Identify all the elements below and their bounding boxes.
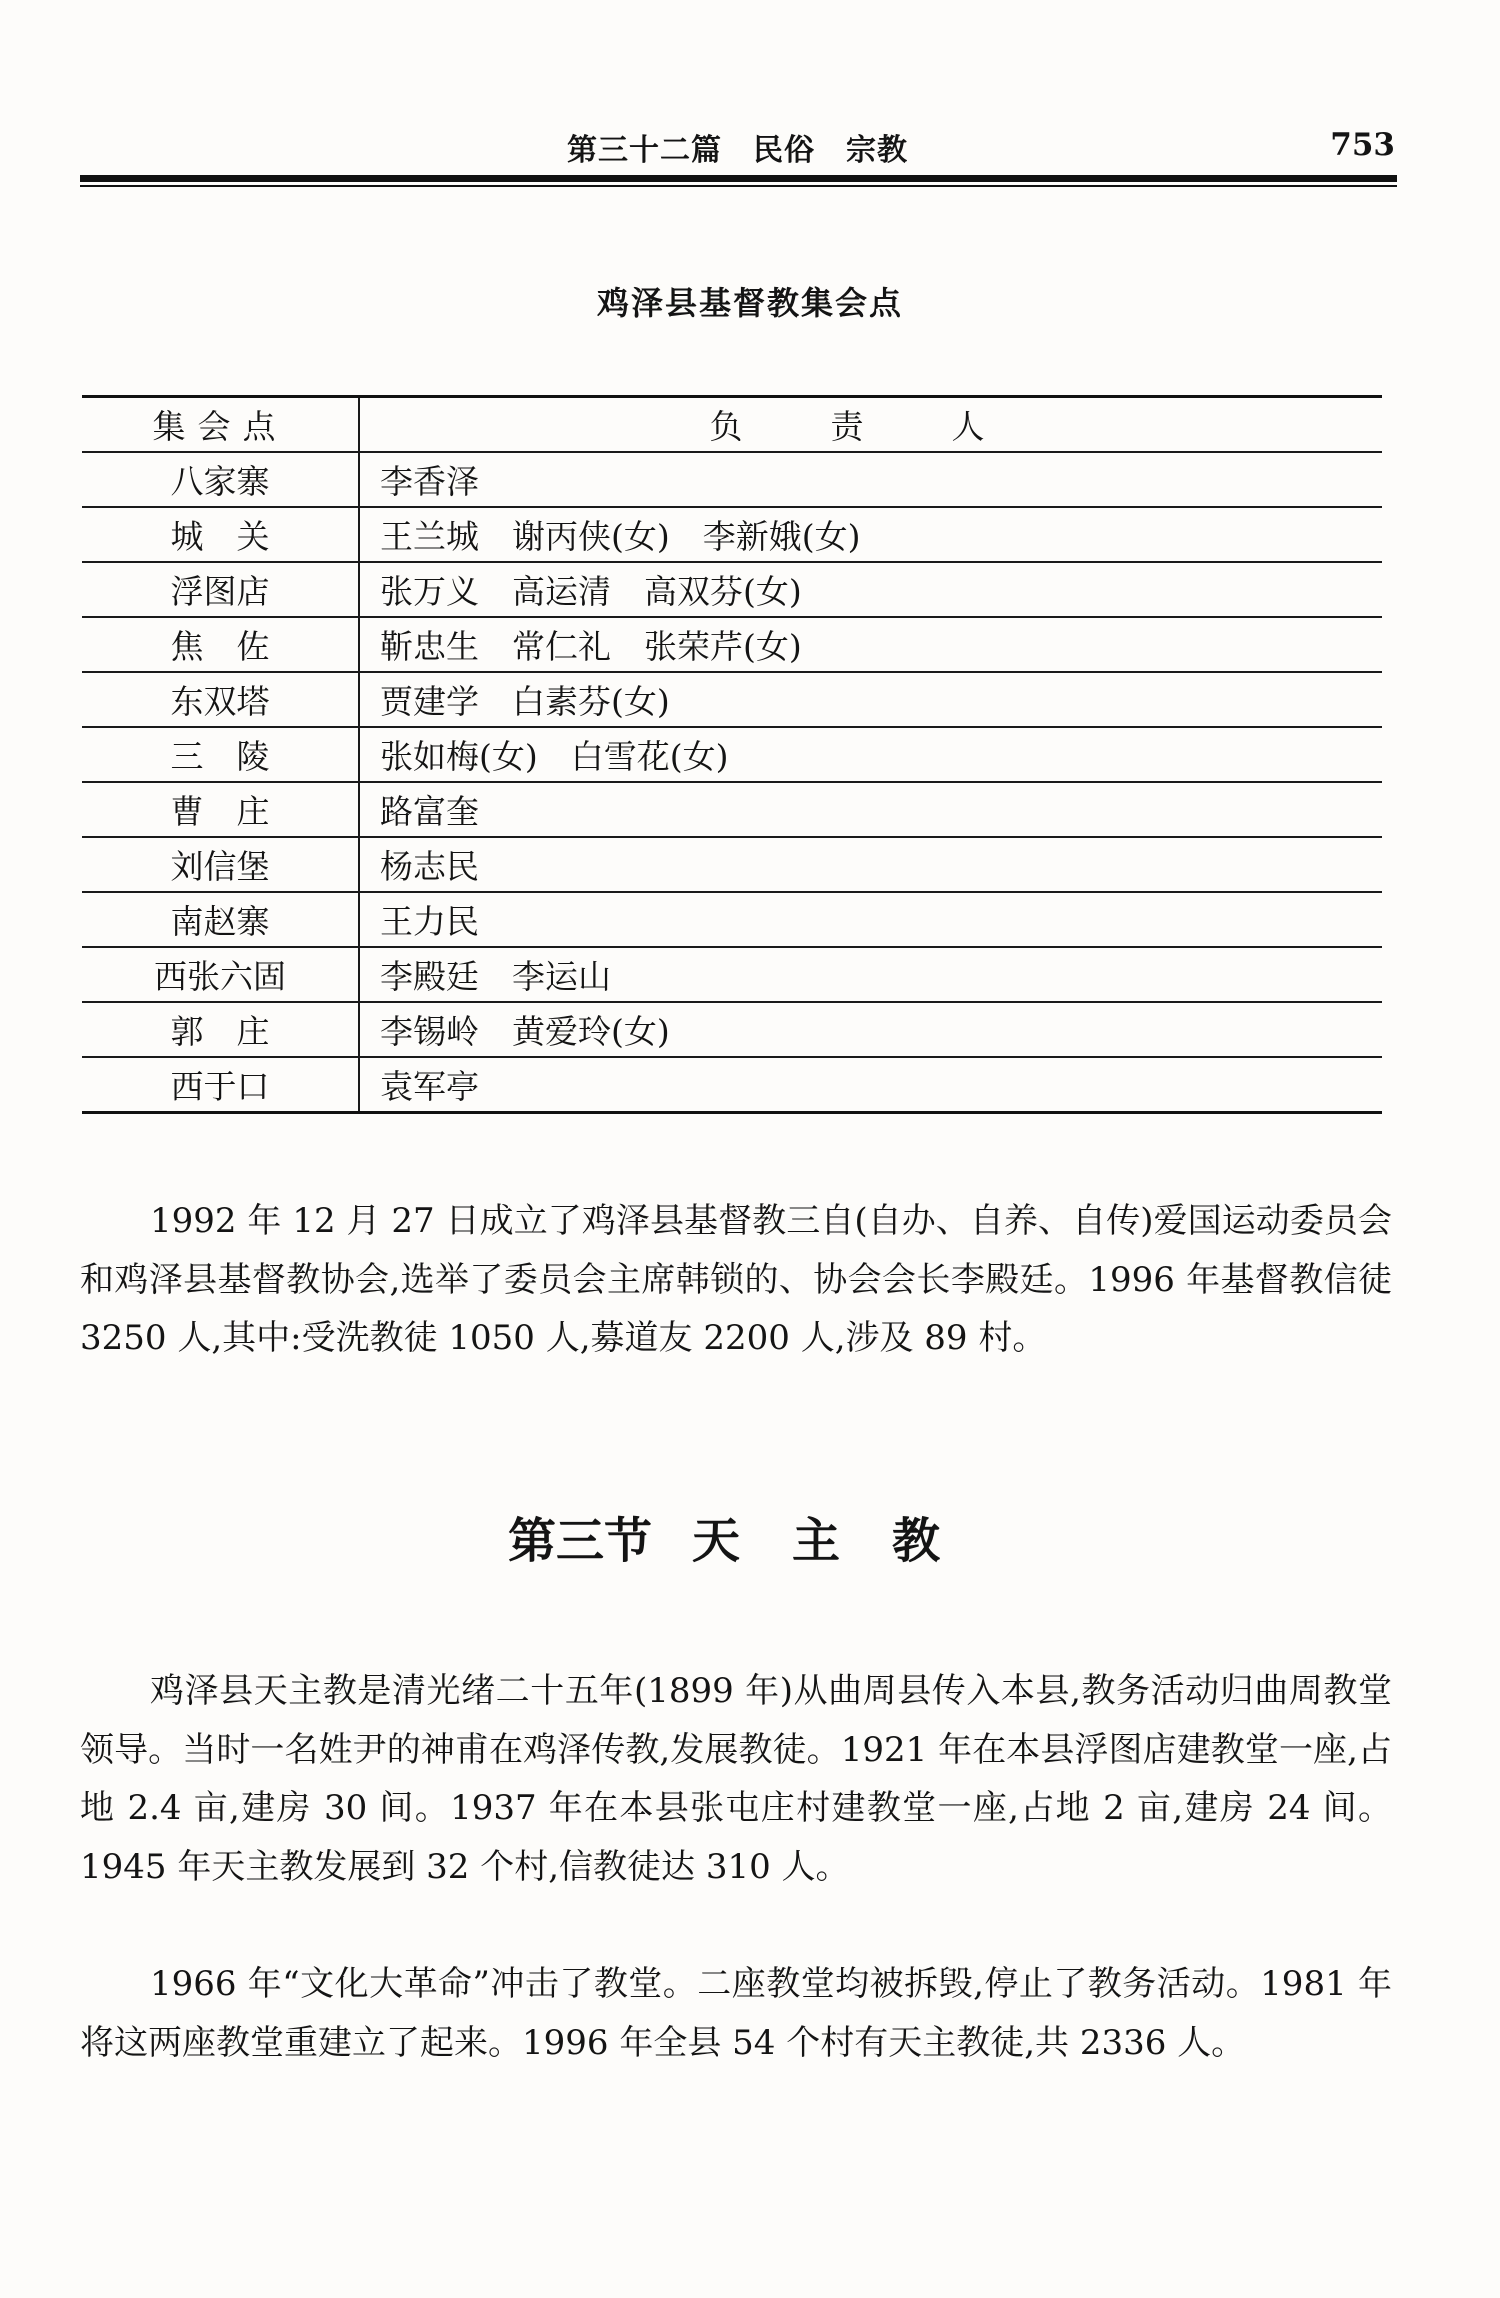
leaders-cell: 袁军亭 xyxy=(359,1057,1382,1113)
table-row xyxy=(82,507,1382,562)
leaders-cell: 王力民 xyxy=(359,892,1382,947)
place-cell: 城 关 xyxy=(82,507,359,562)
paragraph-catholic-history: 鸡泽县天主教是清光绪二十五年(1899 年)从曲周县传入本县,教务活动归曲周教堂领导。当时一名姓尹的神甫在鸡泽传教,发展教徒。1921 年在本县浮图店建教堂一座,占地 2.4 亩,建房 30 间。1937 年在本县张屯庄村建教堂一座,占地 2 亩,建房 24 间。1945 年天主教发展到 32 个村,信教徒达 310 人。 xyxy=(80,1671,1392,1887)
place-cell: 西张六固 xyxy=(82,947,359,1002)
leaders-cell: 李香泽 xyxy=(359,452,1382,507)
table-header-row xyxy=(82,397,1382,453)
place-cell: 曹 庄 xyxy=(82,782,359,837)
section-title: 天主教 xyxy=(692,1513,993,1569)
header-rule-thin xyxy=(80,185,1397,187)
place-cell: 八家寨 xyxy=(82,452,359,507)
table-title: 鸡泽县基督教集会点 xyxy=(596,284,903,322)
section-heading xyxy=(0,1502,1500,1571)
leaders-cell: 靳忠生 常仁礼 张荣芹(女) xyxy=(359,617,1382,672)
paragraph-catholic-recent: 1966 年“文化大革命”冲击了教堂。二座教堂均被拆毁,停止了教务活动。1981 年将这两座教堂重建立了起来。1996 年全县 54 个村有天主教徒,共 2336 人。 xyxy=(80,1964,1392,2063)
leaders-cell: 杨志民 xyxy=(359,837,1382,892)
place-cell: 刘信堡 xyxy=(82,837,359,892)
table-row xyxy=(82,672,1382,727)
table-row xyxy=(82,727,1382,782)
table-row xyxy=(82,562,1382,617)
table-row xyxy=(82,837,1382,892)
place-cell: 郭 庄 xyxy=(82,1002,359,1057)
running-title: 第三十二篇 民俗 宗教 xyxy=(567,133,908,168)
table-row xyxy=(82,1002,1382,1057)
table-row xyxy=(82,452,1382,507)
place-cell: 西于口 xyxy=(82,1057,359,1113)
page-number: 753 xyxy=(1330,127,1395,163)
leaders-cell: 路富奎 xyxy=(359,782,1382,837)
table-row xyxy=(82,617,1382,672)
table-row xyxy=(82,1057,1382,1113)
table-row xyxy=(82,782,1382,837)
place-cell: 三 陵 xyxy=(82,727,359,782)
place-cell: 东双塔 xyxy=(82,672,359,727)
leaders-cell: 王兰城 谢丙侠(女) 李新娥(女) xyxy=(359,507,1382,562)
leaders-cell: 张万义 高运清 高双芬(女) xyxy=(359,562,1382,617)
table-row xyxy=(82,947,1382,1002)
section-number: 第三节 xyxy=(507,1513,652,1569)
meeting-points-table xyxy=(82,395,1382,1114)
leaders-cell: 贾建学 白素芬(女) xyxy=(359,672,1382,727)
table-row xyxy=(82,892,1382,947)
column-header-leaders: 负责人 xyxy=(359,397,1382,453)
running-header xyxy=(80,125,1395,168)
leaders-cell: 张如梅(女) 白雪花(女) xyxy=(359,727,1382,782)
paragraph-protestant-summary: 1992 年 12 月 27 日成立了鸡泽县基督教三自(自办、自养、自传)爱国运动委员会和鸡泽县基督教协会,选举了委员会主席韩锁的、协会会长李殿廷。1996 年基督教信徒 3250 人,其中:受洗教徒 1050 人,募道友 2200 人,涉及 89 村。 xyxy=(80,1201,1392,1358)
place-cell: 南赵寨 xyxy=(82,892,359,947)
leaders-cell: 李锡岭 黄爱玲(女) xyxy=(359,1002,1382,1057)
place-cell: 浮图店 xyxy=(82,562,359,617)
leaders-cell: 李殿廷 李运山 xyxy=(359,947,1382,1002)
column-header-place: 集会点 xyxy=(82,397,359,453)
header-rule-thick xyxy=(80,175,1397,182)
place-cell: 焦 佐 xyxy=(82,617,359,672)
